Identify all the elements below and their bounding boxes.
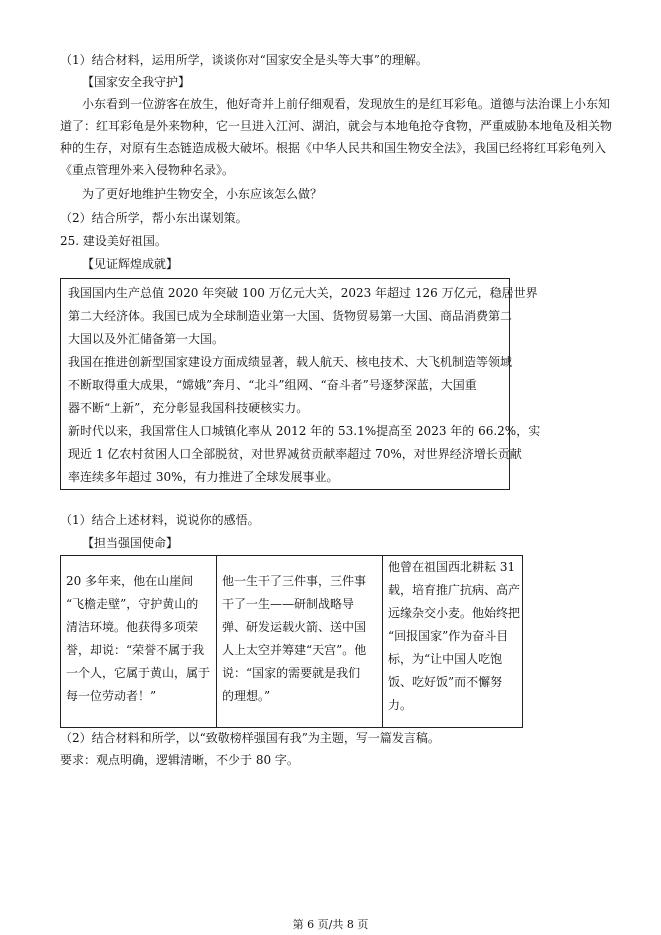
cell-line: 弹、研发运载火箭、送中国 — [222, 620, 367, 634]
cell-line: 远缘杂交小麦。他始终把 — [388, 606, 521, 620]
section-heading-mission: 【担当强国使命】 — [82, 536, 179, 550]
cell-line: 每一位劳动者！” — [66, 689, 157, 703]
cell-line: 人上太空并筹建“天宫”。他 — [222, 643, 367, 657]
prompt-text: 为了更好地维护生物安全，小东应该怎么做？ — [82, 187, 323, 201]
cell-line: 誉，却说：“荣誉不属于我 — [66, 643, 205, 657]
material-line: 第二大经济体。我国已成为全球制造业第一大国、货物贸易第一大国、商品消费第二 — [68, 309, 513, 323]
material-line: 器不断“上新”，充分彰显我国科技硬核实力。 — [68, 401, 309, 415]
question-25-1-text: （1）结合上述材料，说说你的感悟。 — [60, 513, 260, 527]
question-2-text: （2）结合所学，帮小东出谋划策。 — [60, 211, 248, 225]
question-25-title: 25. 建设美好祖国。 — [60, 234, 167, 248]
material-line: 我国国内生产总值 2020 年突破 100 万亿元大关，2023 年超过 126 万亿元，稳居世界 — [68, 286, 538, 300]
paragraph-line: 《重点管理外来入侵物种名录》。 — [60, 163, 235, 177]
cell-line: 饭、吃好饭”而不懈努 — [388, 675, 503, 689]
paragraph-line: 种的生存，对原有生态链造成极大破坏。根据《中华人民共和国生物安全法》，我国已经将红耳彩龟列入 — [60, 141, 607, 155]
requirement-text: 要求：观点明确，逻辑清晰，不少于 80 字。 — [60, 753, 299, 767]
paragraph-line: 小东看到一位游客在放生，他好奇并上前仔细观看，发现放生的是红耳彩龟。道德与法治课上小东知 — [82, 97, 611, 111]
material-line: 大国以及外汇储备第一大国。 — [68, 332, 225, 346]
cell-line: 他曾在祖国西北耕耘 31 — [388, 560, 516, 574]
page-footer: 第 6 页/共 8 页 — [292, 918, 369, 931]
material-line: 现近 1 亿农村贫困人口全部脱贫，对世界减贫贡献率超过 70%，对世界经济增长贡献 — [68, 447, 522, 461]
cell-line: 一个人，它属于黄山，属于 — [66, 666, 211, 680]
cell-line: 的理想。” — [222, 689, 271, 703]
material-box — [60, 278, 541, 490]
table-cell — [383, 556, 523, 728]
cell-line: “回报国家”作为奋斗目 — [388, 629, 509, 643]
cell-line: 20 多年来，他在山崖间 — [66, 574, 194, 588]
cell-line: 力。 — [388, 698, 413, 712]
cell-line: 他一生干了三件事，三件事 — [222, 574, 367, 588]
cell-line: 载，培育推广抗病、高产 — [388, 583, 521, 597]
cell-line: 干了一生——研制战略导 — [222, 597, 355, 611]
paragraph-line: 道了：红耳彩龟是外来物种，它一旦进入江河、湖泊，就会与本地龟抢夺食物，严重威胁本地龟及相关物 — [60, 119, 613, 133]
material-line: 我国在推进创新型国家建设方面成绩显著，载人航天、核电技术、大飞机制造等领域 — [68, 355, 513, 369]
cell-line: 清洁环境。他获得多项荣 — [66, 620, 199, 634]
cell-line: 标，为“让中国人吃饱 — [388, 652, 503, 666]
material-line: 率连续多年超过 30%，有力推进了全球发展事业。 — [68, 470, 339, 484]
question-1-text: （1）结合材料，运用所学，谈谈你对“国家安全是头等大事”的理解。 — [60, 53, 428, 67]
role-models-table — [60, 555, 523, 728]
section-heading-security: 【国家安全我守护】 — [82, 75, 191, 89]
table-cell — [217, 556, 383, 728]
question-25-2-text: （2）结合材料和所学，以“致敬榜样强国有我”为主题，写一篇发言稿。 — [60, 731, 440, 745]
cell-line: 说：“国家的需要就是我们 — [222, 666, 361, 680]
cell-line: “飞檐走壁”，守护黄山的 — [66, 597, 199, 611]
material-line: 新时代以来，我国常住人口城镇化率从 2012 年的 53.1%提高至 2023 年的 66.2%，实 — [68, 424, 541, 438]
material-line: 不断取得重大成果，“嫦娥”奔月、“北斗”组网、“奋斗者”号逐梦深蓝，大国重 — [68, 378, 477, 392]
section-heading-achievements: 【见证辉煌成就】 — [82, 257, 179, 271]
table-cell — [61, 556, 217, 728]
